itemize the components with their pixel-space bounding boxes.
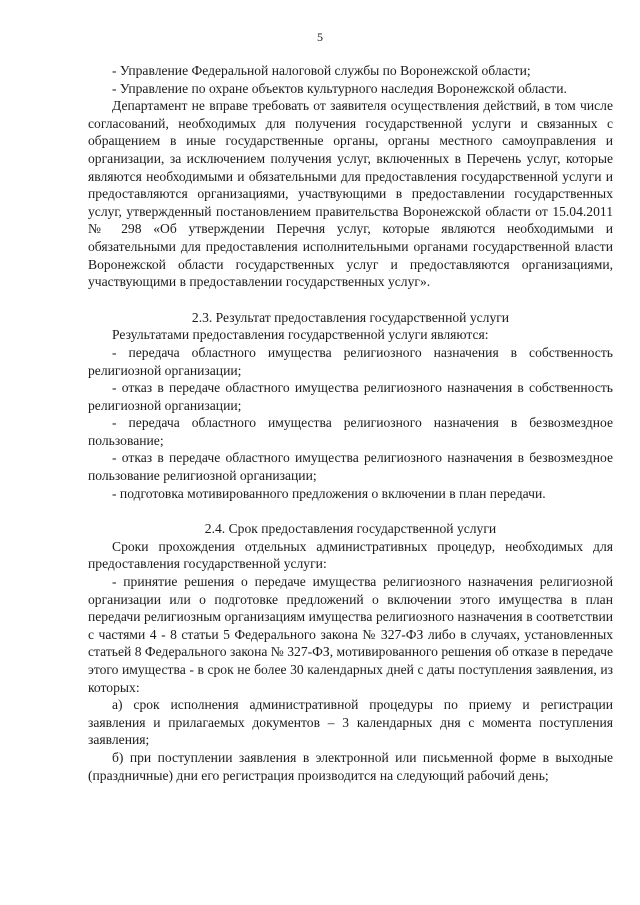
department-paragraph: Департамент не вправе требовать от заявителя осуществления действий, в том числе согласований, необходимых для получения государственной услуги и связанных с обращением в иные государственные органы, органы местного самоуправления и организации, за исключением получения услуг, включенных в Перечень услуг, которые являются необходимыми и обязательными для предоставления государственной услуги и предоставляются организациями, участвующими в предоставлении государственных услуг, утвержденный постановлением правительства Воронежской области от 15.04.2011 № 298 «Об утверждении Перечня услуг, которые являются необходимыми и обязательными для предоставления исполнительными органами государственной власти Воронежской области государственных услуг и предоставляются организациями, участвующими в предоставлении государственных услуг». bbox=[88, 98, 613, 290]
term-sub-b: б) при поступлении заявления в электронной или письменной форме в выходные (праздничные) дни его регистрация производится на следующий рабочий день; bbox=[88, 749, 613, 783]
result-item: - подготовка мотивированного предложения о включении в план передачи. bbox=[112, 485, 546, 501]
section-2-3-heading: 2.3. Результат предоставления государственной услуги bbox=[191, 309, 510, 325]
page-number: 5 bbox=[317, 30, 323, 44]
list-item-tax-service: - Управление Федеральной налоговой службы по Воронежской области; bbox=[112, 63, 531, 78]
result-item: - передача областного имущества религиозного назначения в безвозмездное пользование; bbox=[88, 415, 613, 448]
document-body bbox=[88, 62, 613, 784]
section-2-3-intro: Результатами предоставления государственной услуги являются: bbox=[112, 327, 489, 343]
term-item-main: - принятие решения о передаче имущества религиозного назначения религиозной организации или о подготовке предложений о включении этого имущества в план передачи религиозным организациям имущества религиозного назначения в соответствии с частями 4 - 8 статьи 5 Федерального закона № 327-ФЗ либо в случаях, установленных статьей 8 Федерального закона № 327-ФЗ, мотивированного решения об отказе в передаче этого имущества - в срок не более 30 календарных дней с даты поступления заявления, из которых: bbox=[88, 574, 613, 695]
result-item: - отказ в передаче областного имущества религиозного назначения в собственность религиозной организации; bbox=[88, 380, 613, 413]
section-2-4-heading: 2.4. Срок предоставления государственной услуги bbox=[204, 521, 497, 537]
list-item-heritage: - Управление по охране объектов культурного наследия Воронежской области. bbox=[112, 80, 567, 96]
section-2-4-intro: Сроки прохождения отдельных административных процедур, необходимых для предоставления государственной услуги: bbox=[88, 538, 613, 572]
result-item: - отказ в передаче областного имущества религиозного назначения в безвозмездное пользование религиозной организации; bbox=[88, 450, 613, 484]
term-sub-a: а) срок исполнения административной процедуры по приему и регистрации заявления и прилагаемых документов – 3 календарных дня с момента поступления заявления; bbox=[88, 697, 613, 748]
result-item: - передача областного имущества религиозного назначения в собственность религиозной организации; bbox=[88, 344, 613, 378]
